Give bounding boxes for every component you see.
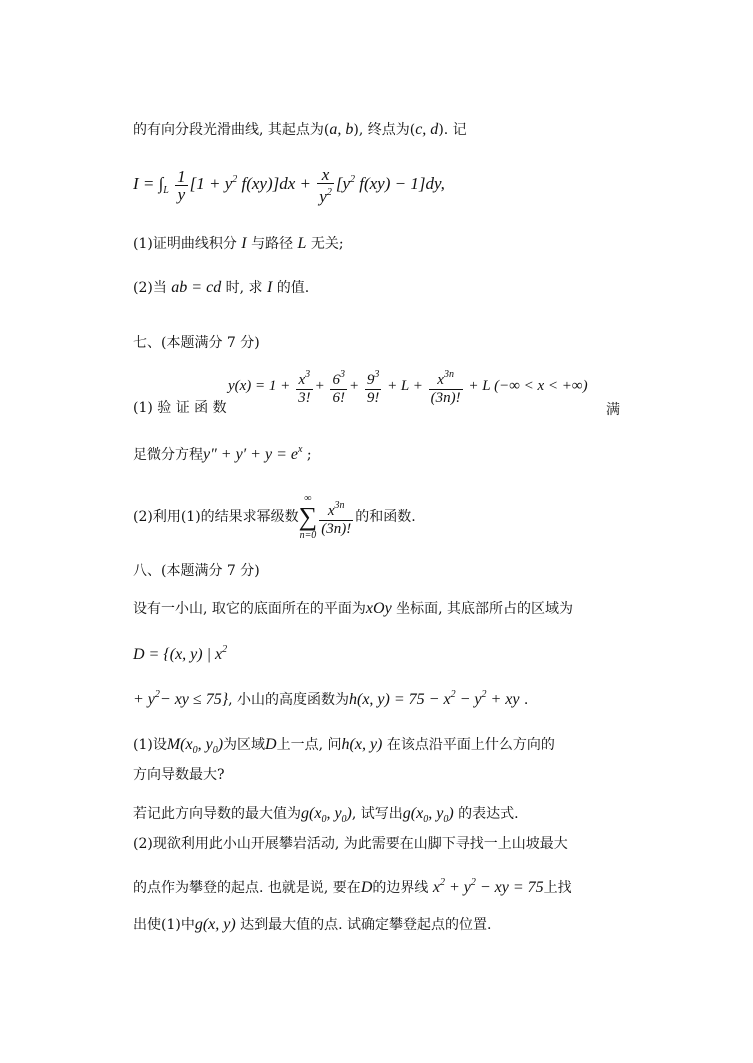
q8-intro: [133, 599, 573, 619]
q6-2-post: 的值.: [276, 280, 310, 296]
h-xy: h(x, y): [341, 736, 383, 753]
var-D: D: [360, 879, 373, 896]
region-D-cont: + $y^2-$ xy ≤ 75}: [133, 689, 229, 708]
q7-1b: [133, 440, 312, 465]
series-term: $\frac{x^{3n}}{(3n)!}$: [319, 497, 353, 538]
frac-x-over-y2: [317, 166, 334, 205]
q7-2: [133, 482, 416, 552]
plane-xoy: xOy: [365, 600, 392, 617]
p1-pre: 的有向分段光滑曲线, 其起点为(: [133, 122, 330, 138]
domain-range: (−∞ < x < +∞): [494, 377, 588, 394]
q8-D2-post: .: [523, 692, 529, 708]
p1-mid: ), 终点为(: [353, 122, 416, 138]
p1-line: [133, 120, 467, 140]
ode: $y'' + y' + y = e^x$: [203, 444, 303, 463]
exp-2: 2: [232, 174, 238, 185]
frac-den: $y^2$: [319, 186, 332, 206]
q8-intro-pre: 设有一小山, 取它的底面所在的平面为: [133, 601, 366, 617]
height-function: h(x, $y) = 75 - x^2 - y^2$ + xy: [349, 689, 520, 708]
term-general: $\frac{x^{3n}}{(3n)!}$: [429, 366, 463, 407]
q6-1-post: 无关;: [310, 236, 344, 252]
q6-1: [133, 234, 344, 254]
term-x3-over-3fact: $\frac{x^3}{3!}$: [296, 366, 313, 407]
q8-1: (1)设$M(x_0$, $y_0$)为区域D上一点, 问h(x, y) 在该点沿平面上什么方向的: [133, 736, 555, 756]
boundary-eq: $x^2 + y^2$ − xy = 75: [432, 877, 544, 896]
var-I: I: [267, 279, 273, 296]
q8-1b: 方向导数最大?: [133, 767, 225, 783]
g-expr: $g(x_0$, $y_0$): [402, 805, 454, 825]
q7-2-pre: (2)利用(1)的结果求幂级数: [133, 509, 299, 525]
q6-2-pre: (2)当: [133, 280, 167, 296]
var-L: L: [297, 235, 307, 252]
end-point: c, d: [415, 121, 439, 138]
section-7-heading: 七、(本题满分 7 分): [133, 335, 260, 351]
q8-1c: 若记此方向导数的最大值为$g(x_0$, $y_0$), 试写出$g(x_0$, $y_0$) 的表达式.: [133, 805, 519, 825]
q7-1-label: (1) 验 证 函 数: [133, 400, 227, 416]
frac-num: x: [317, 166, 334, 184]
q8-2: (2)现欲利用此小山开展攀岩活动, 为此需要在山脚下寻找一上山坡最大: [133, 836, 568, 852]
start-point: a, b: [329, 121, 354, 138]
point-M: $M(x_0$, $y_0$): [166, 736, 224, 756]
g-xy: g(x, y): [194, 916, 236, 933]
q6-1-mid: 与路径: [251, 236, 294, 252]
yx-lhs: y(x) = 1 +: [228, 377, 291, 394]
section-8-heading: 八、(本题满分 7 分): [133, 563, 260, 579]
ellipsis-1: + L +: [387, 377, 423, 394]
q6-1-pre: (1)证明曲线积分: [133, 236, 237, 252]
integral-part1b: f(xy)]dx +: [241, 174, 312, 193]
q8-D2-text: , 小山的高度函数为: [228, 692, 349, 708]
ellipsis-2: + L: [468, 377, 491, 394]
cond-ab-cd: ab = cd: [171, 279, 222, 296]
q7-1b-post: ;: [306, 447, 312, 463]
term-9-3-over-9fact: $\frac{9^3}{9!}$: [365, 366, 382, 407]
integral-lhs: I = ∫: [133, 174, 164, 193]
frac-num: 1: [177, 166, 186, 186]
q7-2-post: 的和函数.: [355, 509, 416, 525]
integral-sub: L: [163, 185, 169, 196]
q6-2-mid: 时, 求: [225, 280, 263, 296]
series-function: y(x) = 1 + $\frac{x^3}{3!}$ + $\frac{6^3}{6!}$ + $\frac{9^3}{9!}$ + L + $\frac{x^{3n}}{(3n)!}$ + L (−∞ < x < +∞): [228, 366, 588, 407]
q8-2b: 的点作为攀登的起点. 也就是说, 要在D的边界线 $x^2 + y^2$ − xy = 75上找: [133, 877, 572, 896]
sum-symbol: ∞ ∑ n=0: [298, 493, 318, 541]
q8-intro-post: 坐标面, 其底部所占的区域为: [396, 601, 574, 617]
var-I: I: [241, 235, 247, 252]
q8-2c: 出使(1)中g(x, y) 达到最大值的点. 试确定攀登起点的位置.: [133, 916, 492, 933]
integral-part2b: f(xy) − 1]dy,: [359, 174, 445, 193]
q8-D2: [133, 685, 528, 710]
region-D: D = {(x, y) | $x^2$: [133, 644, 228, 663]
g-max: $g(x_0$, $y_0$): [301, 805, 352, 825]
term-6-3-over-6fact: $\frac{6^3}{6!}$: [330, 366, 347, 407]
p1-post: ). 记: [438, 122, 467, 138]
integral-part2: [y: [335, 174, 350, 193]
q7-1-tail: 满: [606, 402, 620, 418]
frac-1-over-y: [175, 168, 188, 203]
var-D: D: [265, 736, 277, 753]
integral-part1: [1 + y: [189, 174, 233, 193]
q6-2: [133, 278, 309, 298]
integral-formula: [133, 163, 445, 208]
exp-2b: 2: [350, 174, 355, 185]
frac-den: y: [177, 184, 186, 204]
q7-1b-pre: 足微分方程: [133, 447, 203, 463]
